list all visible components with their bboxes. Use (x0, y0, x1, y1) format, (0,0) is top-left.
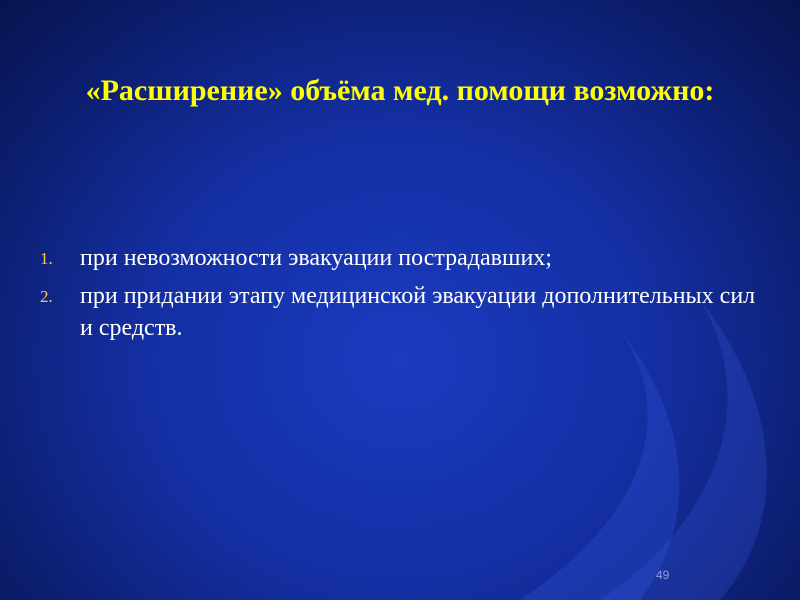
list-item-number: 2. (40, 287, 53, 306)
list-item-text: при невозможности эвакуации пострадавших; (80, 245, 552, 271)
list-item (40, 242, 760, 274)
condition-list (40, 242, 760, 350)
slide-page-number: 49 (656, 568, 670, 582)
slide-title: «Расширение» объёма мед. помощи возможно: (85, 74, 715, 107)
list-item-text: при придании этапу медицинской эвакуации дополнительных сил и средств. (80, 283, 756, 341)
list-item (40, 280, 760, 344)
list-item-number: 1. (40, 249, 53, 268)
